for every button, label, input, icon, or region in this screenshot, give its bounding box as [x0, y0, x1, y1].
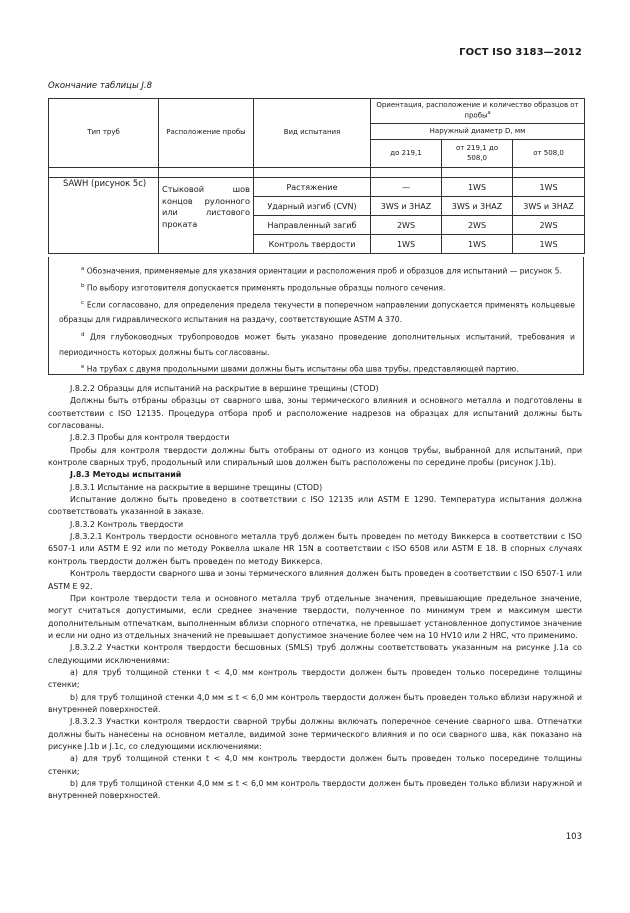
value-cell: 1WS	[442, 235, 513, 254]
value-cell: 2WS	[442, 216, 513, 235]
value-cell: 1WS	[513, 178, 585, 197]
footnote-text: Для глубоководных трубопроводов может быть указано проведение дополнительных испытаний, требования и периодичность которых должны быть согласованы.	[59, 332, 575, 357]
footnote-mark: d	[81, 331, 85, 338]
paragraph: a) для труб толщиной стенки t < 4,0 мм контроль твердости должен быть проведен только посередине толщины стенки;	[48, 754, 582, 776]
footnote	[59, 360, 575, 377]
paragraph: b) для труб толщиной стенки 4,0 мм ≤ t < 6,0 мм контроль твердости должен быть проведен только вблизи наружной и внутренней поверхностей.	[48, 779, 582, 801]
document-code: ГОСТ ISO 3183—2012	[459, 47, 582, 58]
footnote-text: По выбору изготовителя допускается применять продольные образцы полного сечения.	[84, 283, 446, 293]
header-location: Расположение пробы	[159, 99, 254, 168]
paragraph: Должны быть отбраны образцы от сварного шва, зоны термического влияния и основного металла и подготовлены в соответствии с ISO 12135. Процедура отбора проб и расположение надрезов на образцах для испытаний должны быть согласованы.	[48, 396, 582, 431]
value-cell: —	[371, 178, 442, 197]
spacer-cell	[371, 168, 442, 178]
test-cell: Контроль твердости	[254, 235, 371, 254]
footnote-mark: e	[81, 363, 85, 370]
paragraph: b) для труб толщиной стенки 4,0 мм ≤ t < 6,0 мм контроль твердости должен быть проведен только вблизи наружной и внутренней поверхностей.	[48, 692, 582, 714]
paragraph: Испытание должно быть проведено в соответствии с ISO 12135 или ASTM E 1290. Температура испытания должна соответствовать указанной в заказе.	[48, 495, 582, 517]
spacer-cell	[254, 168, 371, 178]
paragraph: J.8.3.2 Контроль твердости	[70, 519, 184, 529]
header-pipe-type: Тип труб	[49, 99, 159, 168]
spacer-cell	[513, 168, 585, 178]
value-cell: 3WS и 3HAZ	[442, 197, 513, 216]
header-test-type: Вид испытания	[254, 99, 371, 168]
header-outer-diameter: Наружный диаметр D, мм	[371, 124, 585, 140]
location-cell: Стыковой шов концов рулонного или листового проката	[159, 178, 254, 254]
paragraph: J.8.2.3 Пробы для контроля твердости	[70, 433, 230, 443]
body-text	[48, 383, 582, 803]
header-diameter-1: до 219,1	[371, 140, 442, 168]
paragraph: Контроль твердости сварного шва и зоны термического влияния должен быть проведен в соответствии с ISO 6507-1 или ASTM E 92.	[48, 569, 582, 591]
footnote	[59, 296, 575, 328]
value-cell: 1WS	[513, 235, 585, 254]
test-cell: Растяжение	[254, 178, 371, 197]
footnote	[59, 328, 575, 360]
header-orientation-group	[371, 99, 585, 124]
paragraph: J.8.3.2.3 Участки контроля твердости сварной трубы должны включать поперечное сечение сварного шва. Отпечатки должны быть нанесены на основном металле, видимой зоне термического влияния и по оси сварного шва, как показано на рисунке J.1b и J.1c, со следующими исключениями:	[48, 717, 582, 751]
spacer-cell	[159, 168, 254, 178]
table-footnotes	[48, 257, 584, 375]
footnote-text: На трубах с двумя продольными швами должны быть испытаны оба шва трубы, представляющей партию.	[84, 364, 519, 374]
value-cell: 1WS	[442, 178, 513, 197]
paragraph: J.8.3.2.2 Участки контроля твердости бесшовных (SMLS) труб должны соответствовать указанным на рисунке J.1a со следующими исключениями:	[48, 643, 582, 665]
spacer-cell	[49, 168, 159, 178]
pipe-type-cell: SAWH (рисунок 5c)	[49, 178, 159, 254]
value-cell: 2WS	[371, 216, 442, 235]
spacer-cell	[442, 168, 513, 178]
header-orientation-note-mark: a	[487, 110, 491, 117]
test-cell: Ударный изгиб (CVN)	[254, 197, 371, 216]
value-cell: 3WS и 3HAZ	[513, 197, 585, 216]
header-orientation-text: Ориентация, расположение и количество образцов от пробы	[376, 101, 579, 120]
header-diameter-2: от 219,1 до 508,0	[442, 140, 513, 168]
header-diameter-3: от 508,0	[513, 140, 585, 168]
footnote-text: Обозначения, применяемые для указания ориентации и расположения проб и образцов для испытаний — рисунок 5.	[84, 266, 562, 276]
paragraph: При контроле твердости тела и основного металла труб отдельные значения, превышающие предельное значение, могут считаться допустимыми, если среднее значение твердости, полученное по минимум трем и максимум шести дополнительным отпечаткам, выполненным вблизи спорного отпечатка, не превышает установленное допустимое значение и если ни одно из отдельных значений не превышает допустимое значение более чем на 10 HV10 или 2 HRC, что применимо.	[48, 593, 582, 640]
value-cell: 1WS	[371, 235, 442, 254]
paragraph: J.8.3.2.1 Контроль твердости основного металла труб должен быть проведен по методу Виккерса в соответствии с ISO 6507-1 или ASTM E 92 или по методу Роквелла шкале HR 15N в соответствии с ISO 6508 или ASTM E 18. В спорных случаях контроль твердости должен быть проведен по методу Виккерса.	[48, 532, 582, 566]
paragraph: a) для труб толщиной стенки t < 4,0 мм контроль твердости должен быть проведен только посередине толщины стенки;	[48, 667, 582, 690]
test-cell: Направленный загиб	[254, 216, 371, 235]
footnote-mark: b	[81, 282, 85, 289]
footnote	[59, 279, 575, 296]
section-heading: J.8.3 Методы испытаний	[70, 470, 182, 480]
paragraph: Пробы для контроля твердости должны быть отобраны от одного из концов трубы, выбранной для испытаний, при контроле сварных труб, продольный или спиральный шов должен быть расположены по середине пробы (рисунок J.1b).	[48, 445, 582, 468]
footnote	[59, 262, 575, 279]
page-number: 103	[565, 832, 582, 842]
value-cell: 2WS	[513, 216, 585, 235]
paragraph: J.8.3.1 Испытание на раскрытие в вершине трещины (CTOD)	[70, 482, 323, 492]
footnote-mark: c	[81, 299, 85, 306]
value-cell: 3WS и 3HAZ	[371, 197, 442, 216]
specimen-table	[48, 98, 585, 254]
footnote-mark: a	[81, 266, 85, 272]
paragraph: J.8.2.2 Образцы для испытаний на раскрытие в вершине трещины (CTOD)	[70, 384, 379, 393]
footnote-text: Если согласовано, для определения предела текучести в поперечном направлении допускается применять кольцевые образцы для гидравлического испытания на раздачу, соответствующие ASTM A 370.	[59, 300, 575, 325]
table-caption: Окончание таблицы J.8	[48, 81, 153, 91]
